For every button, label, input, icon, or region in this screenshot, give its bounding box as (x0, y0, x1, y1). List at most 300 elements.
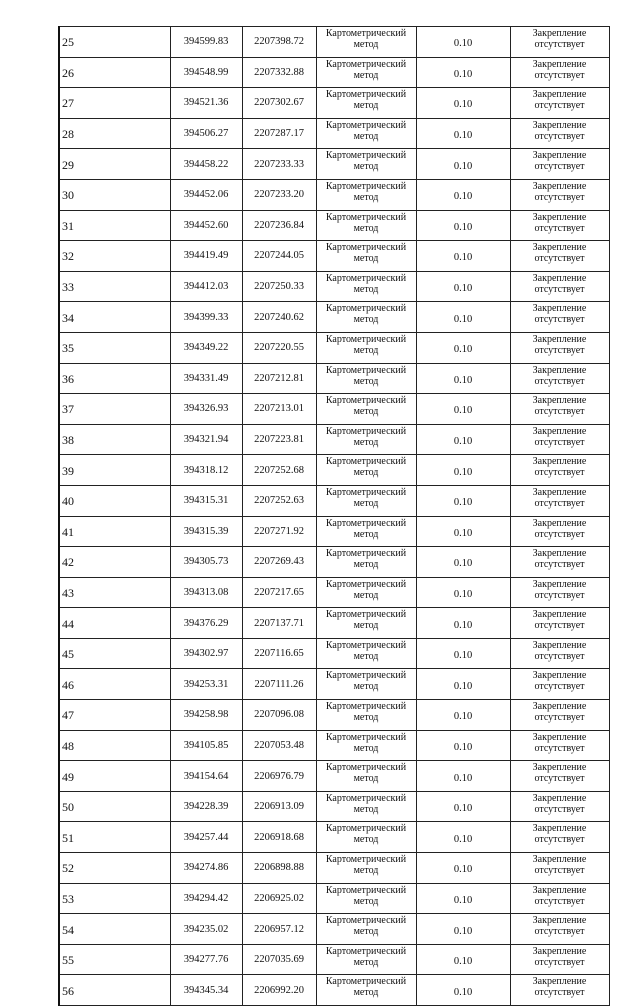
fixation-text: отсутствует (534, 834, 585, 846)
accuracy-text: 0.10 (453, 527, 473, 539)
method-cell (316, 761, 416, 792)
x-coordinate-text: 394458.22 (183, 158, 229, 170)
point-number-cell (59, 883, 170, 914)
fixation-text: Закрепление (532, 486, 587, 498)
accuracy-cell (416, 853, 510, 884)
method-cell (316, 853, 416, 884)
fixation-text: отсутствует (534, 375, 585, 387)
point-number-cell (59, 822, 170, 853)
point-number-text: 51 (62, 830, 74, 845)
fixation-text: Закрепление (532, 609, 587, 621)
fixation-cell (510, 944, 609, 975)
y-coordinate-text: 2207252.63 (254, 495, 304, 507)
table-row (59, 730, 609, 761)
method-text: Картометрический (325, 762, 407, 774)
point-number-text: 53 (62, 891, 74, 906)
x-coordinate-text: 394313.08 (183, 586, 229, 598)
y-coordinate-text: 2207220.55 (254, 342, 304, 354)
method-text: Картометрический (325, 578, 407, 590)
x-coordinate-cell (170, 424, 242, 455)
table-row (59, 485, 609, 516)
fixation-text: Закрепление (532, 211, 587, 223)
point-number-cell (59, 914, 170, 945)
method-text: метод (353, 681, 379, 693)
point-number-text: 43 (62, 585, 74, 600)
fixation-text: Закрепление (532, 823, 587, 835)
fixation-cell (510, 700, 609, 731)
method-text: Картометрический (325, 456, 407, 468)
accuracy-text: 0.10 (453, 650, 473, 662)
table-row (59, 271, 609, 302)
x-coordinate-cell (170, 547, 242, 578)
y-coordinate-text: 2207111.26 (254, 678, 304, 690)
method-cell (316, 118, 416, 149)
x-coordinate-cell (170, 944, 242, 975)
y-coordinate-text: 2207250.33 (254, 281, 304, 293)
y-coordinate-cell (242, 455, 316, 486)
point-number-text: 52 (62, 861, 74, 876)
x-coordinate-text: 394315.31 (183, 495, 229, 507)
method-text: метод (353, 253, 379, 265)
table-row (59, 363, 609, 394)
x-coordinate-text: 394419.49 (183, 250, 229, 262)
fixation-cell (510, 669, 609, 700)
method-cell (316, 516, 416, 547)
table-row (59, 761, 609, 792)
x-coordinate-text: 394105.85 (183, 739, 229, 751)
x-coordinate-cell (170, 88, 242, 119)
accuracy-text: 0.10 (453, 221, 473, 233)
fixation-cell (510, 27, 609, 58)
fixation-text: Закрепление (532, 425, 587, 437)
x-coordinate-cell (170, 27, 242, 58)
fixation-text: отсутствует (534, 650, 585, 662)
method-cell (316, 455, 416, 486)
x-coordinate-text: 394506.27 (183, 128, 229, 140)
method-text: метод (353, 956, 379, 968)
y-coordinate-cell (242, 700, 316, 731)
x-coordinate-text: 394331.49 (183, 372, 229, 384)
fixation-text: отсутствует (534, 742, 585, 754)
method-cell (316, 332, 416, 363)
accuracy-cell (416, 394, 510, 425)
accuracy-text: 0.10 (453, 191, 473, 203)
x-coordinate-text: 394548.99 (183, 66, 229, 78)
table-row (59, 883, 609, 914)
method-text: метод (353, 895, 379, 907)
point-number-text: 40 (62, 494, 74, 509)
method-text: метод (353, 559, 379, 571)
accuracy-text: 0.10 (453, 405, 473, 417)
accuracy-cell (416, 669, 510, 700)
point-number-text: 44 (62, 616, 74, 631)
method-text: метод (353, 100, 379, 112)
y-coordinate-cell (242, 669, 316, 700)
y-coordinate-text: 2207269.43 (254, 556, 304, 568)
y-coordinate-cell (242, 332, 316, 363)
x-coordinate-cell (170, 210, 242, 241)
method-text: метод (353, 589, 379, 601)
accuracy-text: 0.10 (453, 925, 473, 937)
fixation-text: Закрепление (532, 731, 587, 743)
fixation-text: отсутствует (534, 681, 585, 693)
method-text: метод (353, 314, 379, 326)
fixation-text: отсутствует (534, 344, 585, 356)
method-cell (316, 638, 416, 669)
accuracy-cell (416, 149, 510, 180)
point-number-cell (59, 332, 170, 363)
table-row (59, 149, 609, 180)
fixation-text: отсутствует (534, 100, 585, 112)
method-text: метод (353, 926, 379, 938)
fixation-text: отсутствует (534, 865, 585, 877)
point-number-cell (59, 271, 170, 302)
method-text: метод (353, 742, 379, 754)
fixation-text: отсутствует (534, 620, 585, 632)
x-coordinate-cell (170, 485, 242, 516)
method-text: Картометрический (325, 395, 407, 407)
x-coordinate-text: 394318.12 (183, 464, 229, 476)
method-text: метод (353, 467, 379, 479)
method-text: Картометрический (325, 792, 407, 804)
x-coordinate-cell (170, 363, 242, 394)
fixation-cell (510, 547, 609, 578)
point-number-text: 38 (62, 433, 74, 448)
method-text: Картометрический (325, 119, 407, 131)
fixation-text: отсутствует (534, 436, 585, 448)
table-row (59, 210, 609, 241)
method-text: метод (353, 344, 379, 356)
point-number-text: 33 (62, 280, 74, 295)
point-number-text: 27 (62, 96, 74, 111)
x-coordinate-text: 394376.29 (183, 617, 229, 629)
x-coordinate-text: 394349.22 (183, 342, 229, 354)
method-text: метод (353, 773, 379, 785)
accuracy-text: 0.10 (453, 374, 473, 386)
fixation-text: отсутствует (534, 773, 585, 785)
point-number-text: 35 (62, 341, 74, 356)
x-coordinate-text: 394345.34 (183, 984, 229, 996)
method-text: Картометрический (325, 548, 407, 560)
x-coordinate-cell (170, 394, 242, 425)
accuracy-text: 0.10 (453, 130, 473, 142)
point-number-cell (59, 424, 170, 455)
table-row (59, 638, 609, 669)
y-coordinate-text: 2206976.79 (254, 770, 304, 782)
accuracy-cell (416, 179, 510, 210)
method-text: Картометрический (325, 486, 407, 498)
fixation-text: Закрепление (532, 150, 587, 162)
point-number-cell (59, 669, 170, 700)
fixation-text: отсутствует (534, 283, 585, 295)
fixation-cell (510, 271, 609, 302)
y-coordinate-cell (242, 577, 316, 608)
x-coordinate-cell (170, 271, 242, 302)
point-number-cell (59, 730, 170, 761)
x-coordinate-cell (170, 669, 242, 700)
fixation-cell (510, 822, 609, 853)
accuracy-cell (416, 455, 510, 486)
method-text: Картометрический (325, 89, 407, 101)
point-number-cell (59, 608, 170, 639)
accuracy-text: 0.10 (453, 160, 473, 172)
method-text: метод (353, 222, 379, 234)
method-cell (316, 669, 416, 700)
accuracy-text: 0.10 (453, 38, 473, 50)
method-cell (316, 149, 416, 180)
y-coordinate-cell (242, 149, 316, 180)
point-number-text: 36 (62, 371, 74, 386)
y-coordinate-cell (242, 302, 316, 333)
fixation-text: отсутствует (534, 895, 585, 907)
x-coordinate-text: 394452.06 (183, 189, 229, 201)
y-coordinate-cell (242, 241, 316, 272)
table-body (59, 27, 609, 1006)
method-cell (316, 88, 416, 119)
method-cell (316, 394, 416, 425)
fixation-cell (510, 88, 609, 119)
fixation-cell (510, 761, 609, 792)
x-coordinate-cell (170, 761, 242, 792)
point-number-cell (59, 761, 170, 792)
table-row (59, 455, 609, 486)
method-text: метод (353, 497, 379, 509)
method-text: метод (353, 406, 379, 418)
fixation-text: отсутствует (534, 987, 585, 999)
method-text: Картометрический (325, 242, 407, 254)
accuracy-text: 0.10 (453, 833, 473, 845)
fixation-text: Закрепление (532, 303, 587, 315)
method-cell (316, 271, 416, 302)
y-coordinate-text: 2206898.88 (254, 862, 304, 874)
y-coordinate-text: 2207240.62 (254, 311, 304, 323)
y-coordinate-cell (242, 975, 316, 1006)
accuracy-cell (416, 241, 510, 272)
accuracy-cell (416, 577, 510, 608)
x-coordinate-cell (170, 241, 242, 272)
method-text: Картометрический (325, 976, 407, 988)
y-coordinate-cell (242, 210, 316, 241)
fixation-text: Закрепление (532, 272, 587, 284)
accuracy-text: 0.10 (453, 558, 473, 570)
table-row (59, 118, 609, 149)
point-number-text: 42 (62, 555, 74, 570)
x-coordinate-text: 394258.98 (183, 709, 229, 721)
method-cell (316, 914, 416, 945)
accuracy-text: 0.10 (453, 772, 473, 784)
method-cell (316, 210, 416, 241)
table-row (59, 241, 609, 272)
fixation-text: отсутствует (534, 39, 585, 50)
x-coordinate-cell (170, 638, 242, 669)
fixation-text: отсутствует (534, 589, 585, 601)
x-coordinate-cell (170, 516, 242, 547)
fixation-cell (510, 516, 609, 547)
x-coordinate-cell (170, 853, 242, 884)
point-number-cell (59, 944, 170, 975)
y-coordinate-cell (242, 271, 316, 302)
point-number-text: 26 (62, 65, 74, 80)
fixation-text: Закрепление (532, 395, 587, 407)
point-number-cell (59, 88, 170, 119)
accuracy-cell (416, 424, 510, 455)
point-number-text: 41 (62, 524, 74, 539)
fixation-cell (510, 608, 609, 639)
point-number-text: 45 (62, 647, 74, 662)
table-row (59, 791, 609, 822)
x-coordinate-text: 394321.94 (183, 434, 229, 446)
method-text: метод (353, 436, 379, 448)
y-coordinate-cell (242, 394, 316, 425)
accuracy-text: 0.10 (453, 619, 473, 631)
x-coordinate-cell (170, 730, 242, 761)
accuracy-cell (416, 118, 510, 149)
accuracy-cell (416, 608, 510, 639)
accuracy-cell (416, 516, 510, 547)
x-coordinate-text: 394412.03 (183, 281, 229, 293)
point-number-text: 29 (62, 157, 74, 172)
method-text: Картометрический (325, 333, 407, 345)
method-cell (316, 944, 416, 975)
fixation-text: Закрепление (532, 670, 587, 682)
fixation-cell (510, 210, 609, 241)
fixation-text: Закрепление (532, 517, 587, 529)
fixation-cell (510, 914, 609, 945)
table-row (59, 608, 609, 639)
y-coordinate-text: 2207053.48 (254, 739, 304, 751)
accuracy-cell (416, 730, 510, 761)
accuracy-cell (416, 57, 510, 88)
table-row (59, 424, 609, 455)
point-number-cell (59, 853, 170, 884)
point-number-text: 50 (62, 800, 74, 815)
point-number-cell (59, 179, 170, 210)
method-text: Картометрический (325, 517, 407, 529)
x-coordinate-text: 394452.60 (183, 219, 229, 231)
fixation-text: отсутствует (534, 956, 585, 968)
method-text: Картометрический (325, 425, 407, 437)
table-row (59, 57, 609, 88)
fixation-cell (510, 332, 609, 363)
y-coordinate-text: 2207223.81 (254, 434, 304, 446)
fixation-text: Закрепление (532, 884, 587, 896)
point-number-text: 39 (62, 463, 74, 478)
method-text: Картометрический (325, 731, 407, 743)
y-coordinate-cell (242, 944, 316, 975)
x-coordinate-text: 394277.76 (183, 954, 229, 966)
method-text: Картометрический (325, 211, 407, 223)
y-coordinate-text: 2206925.02 (254, 892, 304, 904)
table-row (59, 853, 609, 884)
fixation-text: отсутствует (534, 406, 585, 418)
x-coordinate-text: 394294.42 (183, 892, 229, 904)
point-number-cell (59, 577, 170, 608)
y-coordinate-cell (242, 179, 316, 210)
y-coordinate-text: 2207252.68 (254, 464, 304, 476)
y-coordinate-cell (242, 608, 316, 639)
accuracy-text: 0.10 (453, 803, 473, 815)
x-coordinate-text: 394521.36 (183, 97, 229, 109)
x-coordinate-text: 394235.02 (183, 923, 229, 935)
fixation-text: отсутствует (534, 161, 585, 173)
fixation-text: Закрепление (532, 28, 587, 39)
y-coordinate-cell (242, 914, 316, 945)
method-cell (316, 822, 416, 853)
fixation-text: Закрепление (532, 578, 587, 590)
accuracy-cell (416, 302, 510, 333)
point-number-text: 32 (62, 249, 74, 264)
method-cell (316, 302, 416, 333)
method-text: метод (353, 375, 379, 387)
y-coordinate-cell (242, 118, 316, 149)
y-coordinate-cell (242, 883, 316, 914)
fixation-text: Закрепление (532, 333, 587, 345)
point-number-text: 56 (62, 983, 74, 998)
fixation-text: Закрепление (532, 976, 587, 988)
accuracy-text: 0.10 (453, 864, 473, 876)
method-cell (316, 608, 416, 639)
fixation-text: Закрепление (532, 639, 587, 651)
point-number-cell (59, 210, 170, 241)
x-coordinate-cell (170, 914, 242, 945)
method-text: метод (353, 130, 379, 142)
method-text: Картометрический (325, 272, 407, 284)
method-text: метод (353, 39, 379, 50)
y-coordinate-cell (242, 424, 316, 455)
x-coordinate-cell (170, 700, 242, 731)
y-coordinate-text: 2207244.05 (254, 250, 304, 262)
method-text: Картометрический (325, 364, 407, 376)
x-coordinate-text: 394305.73 (183, 556, 229, 568)
point-number-cell (59, 149, 170, 180)
method-text: Картометрический (325, 58, 407, 70)
fixation-text: Закрепление (532, 701, 587, 713)
point-number-cell (59, 363, 170, 394)
x-coordinate-cell (170, 149, 242, 180)
accuracy-text: 0.10 (453, 956, 473, 968)
fixation-text: отсутствует (534, 528, 585, 540)
x-coordinate-text: 394253.31 (183, 678, 229, 690)
fixation-text: отсутствует (534, 191, 585, 203)
accuracy-cell (416, 363, 510, 394)
method-cell (316, 363, 416, 394)
x-coordinate-text: 394326.93 (183, 403, 229, 415)
accuracy-text: 0.10 (453, 99, 473, 111)
accuracy-text: 0.10 (453, 344, 473, 356)
y-coordinate-text: 2207233.33 (254, 158, 304, 170)
fixation-text: Закрепление (532, 364, 587, 376)
accuracy-cell (416, 822, 510, 853)
x-coordinate-cell (170, 57, 242, 88)
accuracy-text: 0.10 (453, 436, 473, 448)
fixation-text: отсутствует (534, 712, 585, 724)
point-number-cell (59, 118, 170, 149)
point-number-cell (59, 516, 170, 547)
point-number-text: 25 (62, 35, 74, 50)
accuracy-cell (416, 485, 510, 516)
method-text: метод (353, 834, 379, 846)
method-text: метод (353, 69, 379, 81)
point-number-text: 55 (62, 953, 74, 968)
accuracy-text: 0.10 (453, 741, 473, 753)
accuracy-text: 0.10 (453, 894, 473, 906)
method-cell (316, 485, 416, 516)
table-row (59, 669, 609, 700)
accuracy-cell (416, 88, 510, 119)
point-number-text: 54 (62, 922, 74, 937)
method-cell (316, 730, 416, 761)
table-row (59, 516, 609, 547)
